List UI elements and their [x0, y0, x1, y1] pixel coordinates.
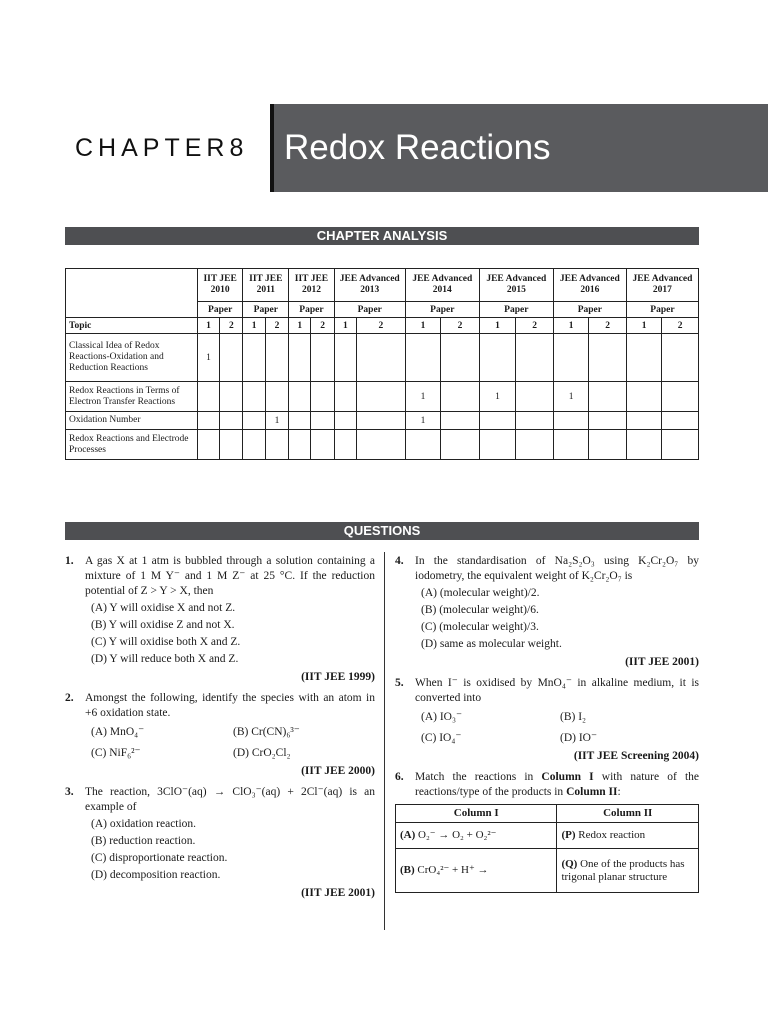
option-c: (C) Y will oxidise both X and Z. [91, 636, 241, 648]
chapter-title: Redox Reactions [284, 128, 551, 167]
option-d: (D) CrO₂Cl₂ [233, 747, 291, 759]
option-b: (B) Y will oxidise Z and not X. [91, 619, 235, 631]
count-cell [243, 382, 265, 412]
count-cell [553, 430, 588, 460]
paper-number: 2 [220, 318, 243, 334]
table-row [66, 412, 699, 430]
question-5-options [395, 710, 699, 746]
exam-header-2011: IIT JEE 2011 [243, 269, 289, 302]
question-3 [65, 785, 375, 815]
count-cell [662, 382, 699, 412]
match-cell-right: (Q) One of the products has trigonal planar structure [557, 849, 699, 893]
column-2-header: Column II [557, 805, 699, 823]
count-cell [311, 334, 334, 382]
option-b: (B) Cr(CN)₆³⁻ [233, 726, 300, 738]
match-cell-left: (B) CrO₄²⁻ + H⁺ → [396, 849, 557, 893]
paper-label: Paper [197, 302, 243, 318]
count-cell [589, 412, 627, 430]
option-c: (C) NiF₆²⁻ [91, 747, 141, 759]
option-a: (A) oxidation reaction. [91, 818, 197, 830]
count-cell [334, 382, 356, 412]
exam-header-2010: IIT JEE 2010 [197, 269, 243, 302]
count-cell: 1 [479, 382, 516, 412]
topic-label: Topic [66, 318, 198, 334]
count-cell [662, 412, 699, 430]
count-cell [265, 430, 288, 460]
count-cell [357, 430, 406, 460]
question-4 [395, 554, 699, 584]
option-d: (D) IO⁻ [560, 732, 598, 744]
exam-header-2013: JEE Advanced 2013 [334, 269, 405, 302]
option-c: (C) IO₄⁻ [421, 732, 462, 744]
count-cell [311, 382, 334, 412]
question-source: (IIT JEE 1999) [301, 671, 375, 683]
option-d: (D) same as molecular weight. [421, 638, 562, 650]
count-cell [357, 382, 406, 412]
count-cell [220, 334, 243, 382]
count-cell [311, 412, 334, 430]
question-text: Match the reactions in Column I with nature of the reactions/type of the products in Column II: [415, 771, 699, 798]
count-cell [197, 430, 219, 460]
paper-number: 1 [553, 318, 588, 334]
option-c: (C) disproportionate reaction. [91, 852, 228, 864]
count-cell [589, 334, 627, 382]
count-cell: 1 [197, 334, 219, 382]
count-cell [334, 430, 356, 460]
questions-heading: QUESTIONS [65, 522, 699, 540]
topic-cell: Oxidation Number [66, 412, 198, 430]
table-row [66, 430, 699, 460]
exam-header-2012: IIT JEE 2012 [289, 269, 335, 302]
count-cell [516, 382, 554, 412]
question-3-options [65, 817, 375, 883]
paper-number: 1 [479, 318, 516, 334]
count-cell [220, 382, 243, 412]
count-cell [553, 412, 588, 430]
option-b: (B) reduction reaction. [91, 835, 196, 847]
question-text: The reaction, 3ClO⁻(aq) → ClO₃⁻(aq) + 2Cl⁻(aq) is an example of [85, 786, 375, 813]
count-cell [289, 430, 311, 460]
count-cell [197, 412, 219, 430]
exam-header-2014: JEE Advanced 2014 [405, 269, 479, 302]
count-cell [265, 334, 288, 382]
count-cell [516, 334, 554, 382]
count-cell [405, 334, 440, 382]
option-d: (D) Y will reduce both X and Z. [91, 653, 239, 665]
count-cell [516, 430, 554, 460]
count-cell: 1 [405, 382, 440, 412]
paper-number: 1 [334, 318, 356, 334]
count-cell [289, 334, 311, 382]
table-corner-cell [66, 269, 198, 318]
paper-number: 2 [441, 318, 480, 334]
question-4-options [395, 586, 699, 652]
count-cell [589, 430, 627, 460]
table-row [66, 334, 699, 382]
paper-number: 2 [589, 318, 627, 334]
question-2 [65, 691, 375, 721]
topic-cell: Classical Idea of Redox Reactions-Oxidation and Reduction Reactions [66, 334, 198, 382]
count-cell [441, 334, 480, 382]
match-cell-right: (P) Redox reaction [557, 823, 699, 849]
count-cell [220, 430, 243, 460]
paper-label: Paper [553, 302, 626, 318]
chapter-title-band [274, 104, 768, 192]
count-cell [311, 430, 334, 460]
count-cell [405, 430, 440, 460]
paper-label: Paper [405, 302, 479, 318]
count-cell [516, 412, 554, 430]
count-cell [220, 412, 243, 430]
question-text: In the standardisation of Na₂S₂O₃ using K₂Cr₂O₇ by iodometry, the equivalent weight of K₂Cr₂O₇ is [415, 555, 699, 582]
paper-label: Paper [334, 302, 405, 318]
question-number: 5. [395, 677, 404, 689]
exam-header-2015: JEE Advanced 2015 [479, 269, 553, 302]
count-cell: 1 [553, 382, 588, 412]
question-text: When I⁻ is oxidised by MnO₄⁻ in alkaline medium, it is converted into [415, 677, 699, 704]
count-cell [626, 412, 661, 430]
table-row [66, 382, 699, 412]
question-text: Amongst the following, identify the species with an atom in +6 oxidation state. [85, 692, 375, 719]
column-divider [384, 552, 385, 930]
count-cell: 1 [265, 412, 288, 430]
question-text: A gas X at 1 atm is bubbled through a solution containing a mixture of 1 M Y⁻ and 1 M Z⁻ at 25 °C. If the reduction potential of Z > Y > X, then [85, 555, 375, 597]
question-number: 1. [65, 555, 74, 567]
count-cell [626, 382, 661, 412]
option-c: (C) (molecular weight)/3. [421, 621, 539, 633]
count-cell [289, 382, 311, 412]
paper-label: Paper [243, 302, 289, 318]
count-cell: 1 [405, 412, 440, 430]
paper-number: 1 [197, 318, 219, 334]
match-table [395, 804, 699, 893]
count-cell [357, 334, 406, 382]
count-cell [243, 412, 265, 430]
paper-label: Paper [626, 302, 698, 318]
paper-number: 2 [357, 318, 406, 334]
table-row [396, 849, 699, 893]
paper-number: 2 [265, 318, 288, 334]
count-cell [479, 412, 516, 430]
question-1-options [65, 601, 375, 667]
question-source: (IIT JEE 2000) [301, 765, 375, 777]
option-a: (A) (molecular weight)/2. [421, 587, 540, 599]
count-cell [662, 334, 699, 382]
paper-number: 1 [626, 318, 661, 334]
option-d: (D) decomposition reaction. [91, 869, 221, 881]
option-a: (A) MnO₄⁻ [91, 726, 145, 738]
count-cell [662, 430, 699, 460]
count-cell [479, 430, 516, 460]
question-source: (IIT JEE 2001) [301, 887, 375, 899]
count-cell [357, 412, 406, 430]
question-2-options [65, 725, 375, 761]
count-cell [441, 382, 480, 412]
count-cell [197, 382, 219, 412]
count-cell [626, 334, 661, 382]
paper-number: 1 [405, 318, 440, 334]
question-6 [395, 770, 699, 800]
question-5 [395, 676, 699, 706]
question-number: 4. [395, 555, 404, 567]
count-cell [243, 430, 265, 460]
chapter-analysis-table [65, 268, 699, 460]
paper-number: 2 [311, 318, 334, 334]
question-source: (IIT JEE 2001) [625, 656, 699, 668]
question-1 [65, 554, 375, 599]
question-number: 3. [65, 786, 74, 798]
question-number: 6. [395, 771, 404, 783]
count-cell [265, 382, 288, 412]
chapter-analysis-heading: CHAPTER ANALYSIS [65, 227, 699, 245]
questions-right-column [395, 554, 699, 893]
count-cell [479, 334, 516, 382]
count-cell [553, 334, 588, 382]
paper-label: Paper [289, 302, 335, 318]
count-cell [626, 430, 661, 460]
column-1-header: Column I [396, 805, 557, 823]
count-cell [334, 412, 356, 430]
count-cell [589, 382, 627, 412]
option-a: (A) IO₃⁻ [421, 711, 463, 723]
question-number: 2. [65, 692, 74, 704]
exam-header-2016: JEE Advanced 2016 [553, 269, 626, 302]
option-b: (B) (molecular weight)/6. [421, 604, 539, 616]
exam-header-2017: JEE Advanced 2017 [626, 269, 698, 302]
chapter-label: CHAPTER8 [75, 134, 249, 162]
paper-number: 2 [662, 318, 699, 334]
count-cell [441, 412, 480, 430]
question-source: (IIT JEE Screening 2004) [573, 750, 699, 762]
paper-label: Paper [479, 302, 553, 318]
paper-number: 2 [516, 318, 554, 334]
topic-cell: Redox Reactions and Electrode Processes [66, 430, 198, 460]
paper-number: 1 [243, 318, 265, 334]
count-cell [243, 334, 265, 382]
table-row [396, 823, 699, 849]
topic-cell: Redox Reactions in Terms of Electron Transfer Reactions [66, 382, 198, 412]
match-cell-left: (A) O₂⁻ → O₂ + O₂²⁻ [396, 823, 557, 849]
count-cell [289, 412, 311, 430]
questions-left-column [65, 554, 375, 907]
count-cell [334, 334, 356, 382]
paper-number: 1 [289, 318, 311, 334]
count-cell [441, 430, 480, 460]
option-a: (A) Y will oxidise X and not Z. [91, 602, 236, 614]
option-b: (B) I₂ [560, 711, 587, 723]
